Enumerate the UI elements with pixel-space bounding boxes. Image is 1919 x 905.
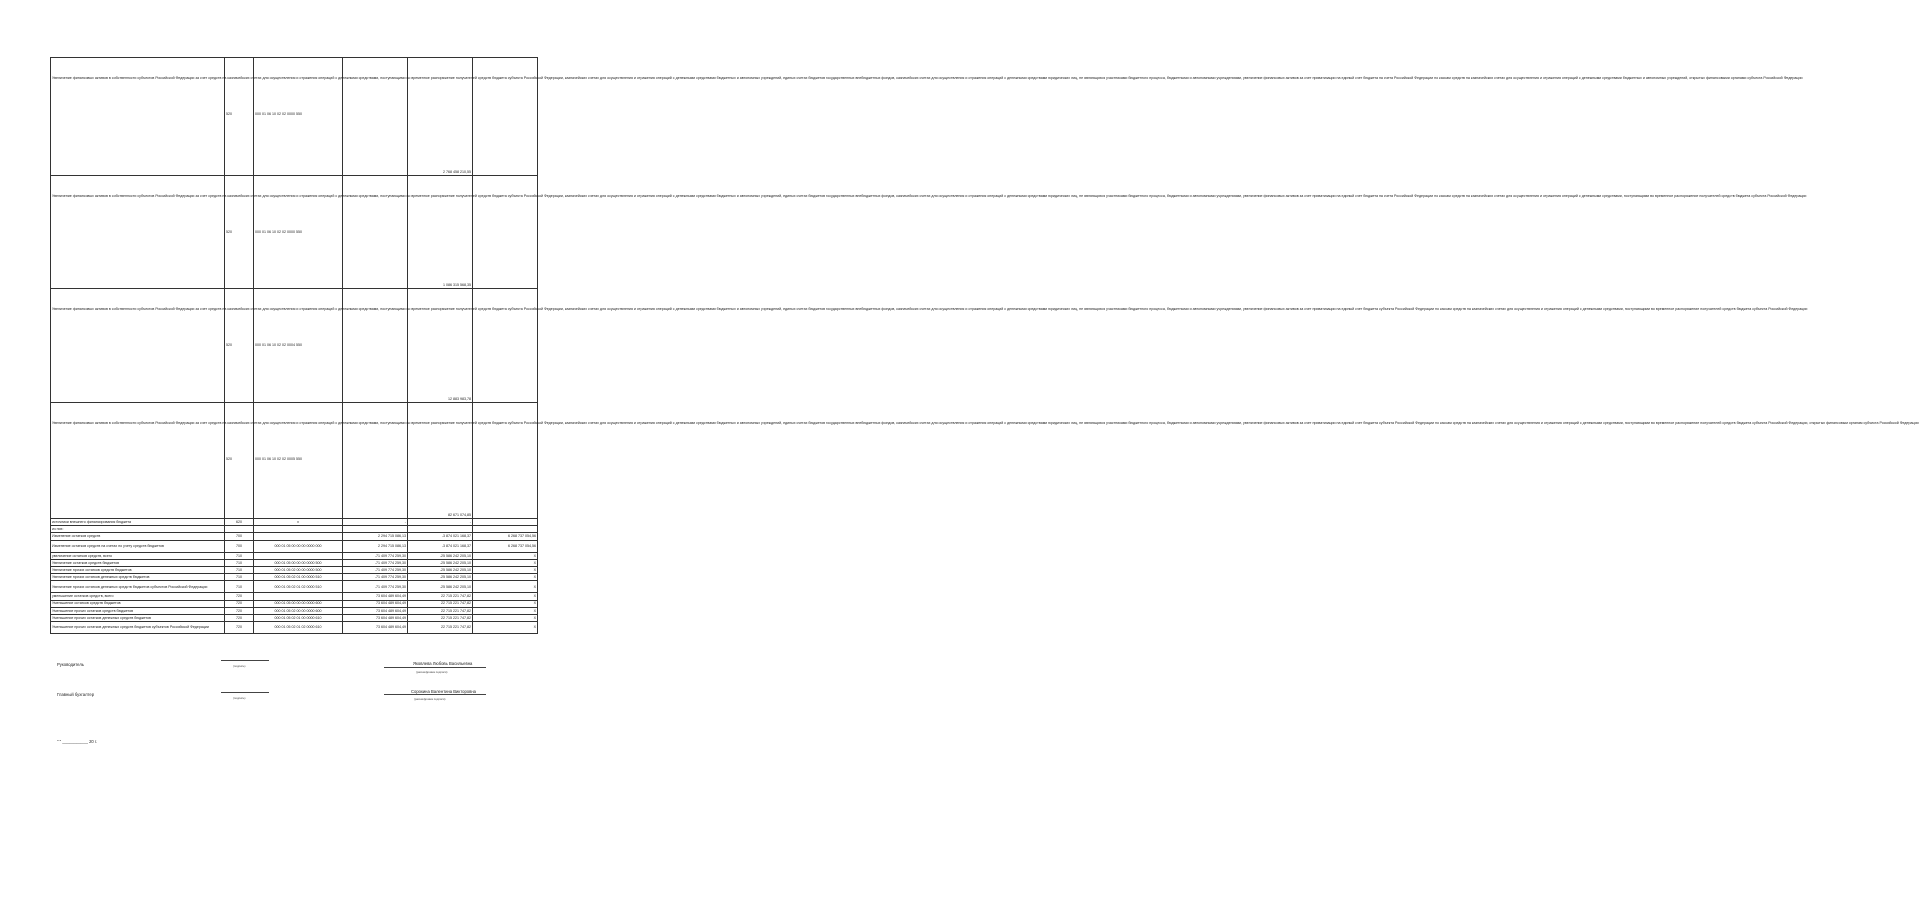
- row-approved-amount: [343, 176, 408, 289]
- row-description: Увеличение финансовых активов в собственности субъектов Российской Федерации за счет средств на казначейских счетах для осуществления и отражения операций с денежными средствами, поступающими во временное распоряжение получателей средств бюджета субъекта Российской Федерации, казначейских счетах для осуществления и отражения операций с денежными средствами бюджетных и автономных учреждений, единых счетах бюджетов государственных внебюджетных фондов, казначейских счетах для осуществления и отражения операций с денежными средствами юридических лиц, не являющихся участниками бюджетного процесса, бюджетными и автономными учреждениями, увеличение финансовых активов за счет приватизации на единый счет бюджета на счета Российской Федерации по кассам средств на казначейских счетах для осуществления и отражения операций с денежными средствами, поступающими во временное распоряжение получателей средств бюджета субъекта Российской Федерации: [51, 176, 225, 289]
- row-source-code: 000 01 05 02 00 00 0000 500: [254, 566, 343, 573]
- row-line-code: 520: [225, 289, 254, 403]
- row-source-code: 000 01 06 10 02 02 0004 550: [254, 289, 343, 403]
- head-name-caption: (расшифровка подписи): [416, 670, 448, 674]
- row-approved-amount: 2 294 715 086,13: [343, 540, 408, 552]
- row-unexecuted-amount: X: [473, 614, 538, 621]
- row-unexecuted-amount: X: [473, 622, 538, 634]
- row-unexecuted-amount: [473, 526, 538, 533]
- chief-name-caption: (расшифровка подписи): [414, 697, 446, 701]
- row-approved-amount: -71 409 774 259,30: [343, 552, 408, 559]
- row-line-code: 520: [225, 58, 254, 176]
- row-executed-amount: -25 586 242 205,10: [408, 574, 473, 581]
- row-description: Увеличение прочих остатков средств бюджетов: [51, 566, 225, 573]
- row-source-code: 000 01 05 02 01 02 0000 510: [254, 581, 343, 593]
- row-executed-amount: 2 768 458 210,55: [408, 58, 473, 176]
- row-line-code: 720: [225, 600, 254, 607]
- row-line-code: 710: [225, 574, 254, 581]
- chief-signature-caption: (подпись): [233, 696, 246, 700]
- row-description: Уменьшение прочих остатков средств бюджетов: [51, 607, 225, 614]
- row-approved-amount: -71 409 774 259,30: [343, 566, 408, 573]
- head-name-line: [384, 667, 486, 668]
- row-description: Увеличение прочих остатков денежных средств бюджетов субъектов Российской Федерации: [51, 581, 225, 593]
- row-source-code: 000 01 05 02 01 02 0000 610: [254, 622, 343, 634]
- row-description: Изменение остатков средств на счетах по учету средств бюджетов: [51, 540, 225, 552]
- row-unexecuted-amount: X: [473, 574, 538, 581]
- row-source-code: 000 01 06 10 02 02 0005 550: [254, 403, 343, 519]
- head-signature-line: [221, 660, 269, 661]
- row-executed-amount: -25 586 242 205,10: [408, 566, 473, 573]
- row-source-code: [254, 526, 343, 533]
- row-line-code: 710: [225, 581, 254, 593]
- row-source-code: [254, 533, 343, 540]
- row-line-code: 710: [225, 552, 254, 559]
- row-description: Увеличение прочих остатков денежных средств бюджетов: [51, 574, 225, 581]
- row-executed-amount: -25 586 242 205,10: [408, 552, 473, 559]
- row-line-code: 520: [225, 403, 254, 519]
- row-description: уменьшение остатков средств, всего: [51, 593, 225, 600]
- row-source-code: x: [254, 519, 343, 526]
- table-row: [51, 519, 602, 526]
- row-approved-amount: -: [343, 519, 408, 526]
- row-approved-amount: [343, 289, 408, 403]
- row-unexecuted-amount: [473, 403, 538, 519]
- row-description: Уменьшение остатков средств бюджетов: [51, 600, 225, 607]
- row-line-code: [225, 526, 254, 533]
- table-row: [51, 600, 602, 607]
- row-approved-amount: 73 604 489 604,49: [343, 614, 408, 621]
- row-unexecuted-amount: X: [473, 600, 538, 607]
- row-description: из них:: [51, 526, 225, 533]
- row-executed-amount: 22 715 221 747,82: [408, 593, 473, 600]
- row-source-code: 000 01 05 00 00 00 0000 000: [254, 540, 343, 552]
- row-approved-amount: 73 604 489 604,49: [343, 593, 408, 600]
- row-line-code: 710: [225, 559, 254, 566]
- row-approved-amount: 73 604 489 604,49: [343, 622, 408, 634]
- row-unexecuted-amount: 6 268 737 054,56: [473, 540, 538, 552]
- table-row: [51, 403, 602, 519]
- row-description: Уменьшение прочих остатков денежных средств бюджетов субъектов Российской Федерации: [51, 622, 225, 634]
- row-executed-amount: -25 586 242 205,10: [408, 559, 473, 566]
- report-table: [50, 57, 1919, 634]
- table-row: [51, 581, 602, 593]
- row-approved-amount: 2 294 715 086,13: [343, 533, 408, 540]
- table-row: [51, 552, 602, 559]
- chief-signature-line: [221, 692, 269, 693]
- row-unexecuted-amount: 6 268 737 054,56: [473, 533, 538, 540]
- row-unexecuted-amount: X: [473, 552, 538, 559]
- row-approved-amount: 73 604 489 604,49: [343, 607, 408, 614]
- row-description: Изменение остатков средств: [51, 533, 225, 540]
- row-line-code: 720: [225, 614, 254, 621]
- row-approved-amount: 73 604 489 604,49: [343, 600, 408, 607]
- row-line-code: 720: [225, 607, 254, 614]
- chief-label: Главный бухгалтер: [57, 692, 95, 697]
- row-executed-amount: 82 671 074,85: [408, 403, 473, 519]
- table-row: [51, 574, 602, 581]
- table-row: [51, 622, 602, 634]
- head-name: Яковлева Любовь Васильевна: [413, 661, 473, 666]
- table-row: [51, 526, 602, 533]
- row-line-code: 620: [225, 519, 254, 526]
- row-description: Увеличение финансовых активов в собственности субъектов Российской Федерации за счет средств на казначейских счетах для осуществления и отражения операций с денежными средствами, поступающими во временное распоряжение получателей средств бюджета субъекта Российской Федерации, казначейских счетах для осуществления и отражения операций с денежными средствами бюджетных и автономных учреждений, единых счетах бюджетов государственных внебюджетных фондов, казначейских счетах для осуществления и отражения операций с денежными средствами юридических лиц, не являющихся участниками бюджетного процесса, бюджетными и автономными учреждениями, увеличение финансовых активов за счет приватизации на единый счет бюджета субъекта Российской Федерации по кассам средств на казначейских счетах для осуществления и отражения операций с денежными средствами, поступающими во временное распоряжение получателей средств бюджета субъекта Российской Федерации, открытых финансовым органам субъекта Российской Федерации: [51, 403, 225, 519]
- row-description: источники внешнего финансирования бюджета: [51, 519, 225, 526]
- table-row: [51, 607, 602, 614]
- row-executed-amount: 1 086 315 568,35: [408, 176, 473, 289]
- table-row: [51, 593, 602, 600]
- table-row: [51, 289, 602, 403]
- row-approved-amount: -71 409 774 259,30: [343, 581, 408, 593]
- row-unexecuted-amount: X: [473, 559, 538, 566]
- row-source-code: 000 01 06 10 02 02 0000 550: [254, 176, 343, 289]
- row-source-code: [254, 593, 343, 600]
- row-approved-amount: -71 409 774 259,30: [343, 574, 408, 581]
- head-signature-caption: (подпись): [233, 664, 246, 668]
- date-line: " " ___________ 20 г.: [57, 739, 98, 744]
- row-executed-amount: 22 715 221 747,82: [408, 600, 473, 607]
- row-unexecuted-amount: [473, 176, 538, 289]
- row-executed-amount: 22 715 221 747,82: [408, 622, 473, 634]
- row-unexecuted-amount: [473, 289, 538, 403]
- row-executed-amount: [408, 526, 473, 533]
- row-executed-amount: -3 874 021 168,37: [408, 540, 473, 552]
- chief-name: Сорокина Валентина Викторовна: [411, 689, 476, 694]
- row-line-code: 720: [225, 622, 254, 634]
- row-source-code: 000 01 05 02 01 00 0000 510: [254, 574, 343, 581]
- row-line-code: 710: [225, 566, 254, 573]
- row-unexecuted-amount: X: [473, 607, 538, 614]
- row-line-code: 700: [225, 540, 254, 552]
- row-description: Увеличение финансовых активов в собственности субъектов Российской Федерации за счет средств на казначейских счетах для осуществления и отражения операций с денежными средствами, поступающими во временное распоряжение получателей средств бюджета субъекта Российской Федерации, казначейских счетах для осуществления и отражения операций с денежными средствами бюджетных и автономных учреждений, единых счетах бюджетов государственных внебюджетных фондов, казначейских счетах для осуществления и отражения операций с денежными средствами юридических лиц, не являющихся участниками бюджетного процесса, бюджетными и автономными учреждениями, увеличение финансовых активов за счет приватизации на единый счет бюджета субъекта Российской Федерации по кассам средств на казначейских счетах для осуществления и отражения операций с денежными средствами, поступающими во временное распоряжение получателей средств бюджета субъекта Российской Федерации: [51, 289, 225, 403]
- row-source-code: 000 01 05 00 00 00 0000 500: [254, 559, 343, 566]
- row-approved-amount: [343, 403, 408, 519]
- row-executed-amount: 12 883 983,78: [408, 289, 473, 403]
- row-source-code: 000 01 05 02 00 00 0000 600: [254, 607, 343, 614]
- row-executed-amount: 22 715 221 747,82: [408, 607, 473, 614]
- chief-name-line: [384, 694, 486, 695]
- row-description: Увеличение финансовых активов в собственности субъектов Российской Федерации за счет средств на казначейских счетах для осуществления и отражения операций с денежными средствами, поступающими во временное распоряжение получателей средств бюджета субъекта Российской Федерации, казначейских счетах для осуществления и отражения операций с денежными средствами бюджетных и автономных учреждений, единых счетах бюджетов государственных внебюджетных фондов, казначейских счетах для осуществления и отражения операций с денежными средствами юридических лиц, не являющихся участниками бюджетного процесса, бюджетными и автономными учреждениями, увеличение финансовых активов за счет приватизации на единый счет бюджета на счета Российской Федерации по кассам средств на казначейских счетах для осуществления и отражения операций с денежными средствами бюджетных и автономных учреждений, открытых финансовыми органами субъекта Российской Федерации: [51, 58, 225, 176]
- row-source-code: 000 01 05 02 01 00 0000 610: [254, 614, 343, 621]
- row-unexecuted-amount: X: [473, 581, 538, 593]
- head-label: Руководитель: [57, 662, 84, 667]
- row-line-code: 720: [225, 593, 254, 600]
- row-description: Уменьшение прочих остатков денежных средств бюджетов: [51, 614, 225, 621]
- row-unexecuted-amount: X: [473, 593, 538, 600]
- row-unexecuted-amount: [473, 519, 538, 526]
- row-executed-amount: -25 586 242 205,10: [408, 581, 473, 593]
- table-row: [51, 58, 602, 176]
- row-source-code: 000 01 05 00 00 00 0000 600: [254, 600, 343, 607]
- row-description: увеличение остатков средств, всего: [51, 552, 225, 559]
- table-row: [51, 540, 602, 552]
- table-row: [51, 566, 602, 573]
- row-line-code: 520: [225, 176, 254, 289]
- row-unexecuted-amount: X: [473, 566, 538, 573]
- table-row: [51, 614, 602, 621]
- row-approved-amount: [343, 526, 408, 533]
- table-row: [51, 559, 602, 566]
- row-executed-amount: 22 715 221 747,82: [408, 614, 473, 621]
- row-source-code: 000 01 06 10 02 02 0000 550: [254, 58, 343, 176]
- row-executed-amount: -: [408, 519, 473, 526]
- row-line-code: 700: [225, 533, 254, 540]
- table-row: [51, 533, 602, 540]
- table-row: [51, 176, 602, 289]
- row-source-code: [254, 552, 343, 559]
- row-executed-amount: -3 874 021 168,37: [408, 533, 473, 540]
- row-description: Увеличение остатков средств бюджетов: [51, 559, 225, 566]
- row-approved-amount: -71 409 774 259,30: [343, 559, 408, 566]
